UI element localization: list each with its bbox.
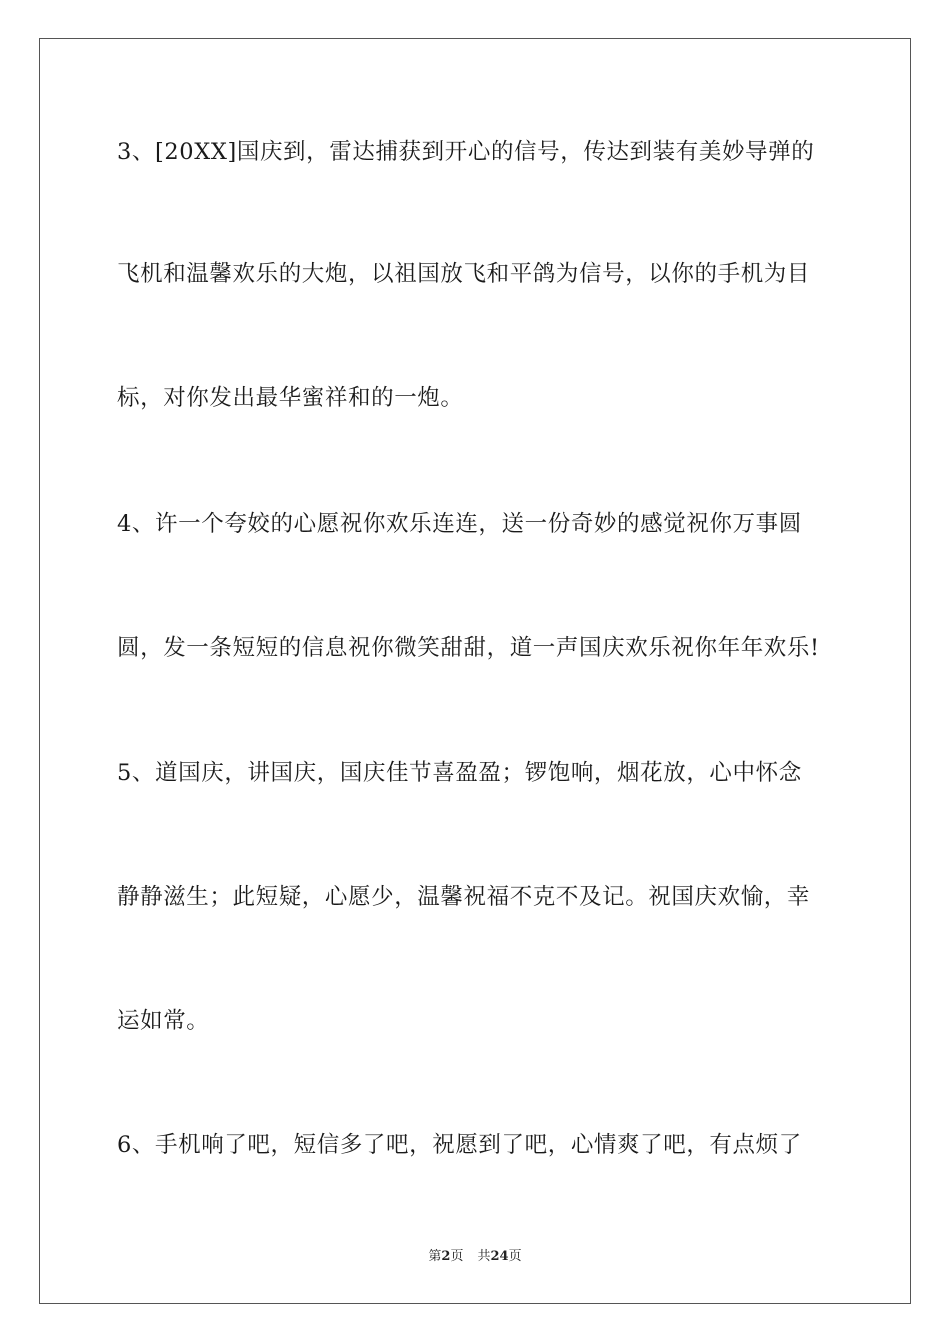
text-line: 6、手机响了吧，短信多了吧，祝愿到了吧，心情爽了吧，有点烦了 <box>117 1132 802 1158</box>
text-line: 3、[20XX]国庆到，雷达捕获到开心的信号，传达到装有美妙导弹的 <box>117 139 815 165</box>
text-line: 圆，发一条短短的信息祝你微笑甜甜，道一声国庆欢乐祝你年年欢乐! <box>117 635 820 661</box>
text-line: 5、道国庆，讲国庆，国庆佳节喜盈盈；锣饱响，烟花放，心中怀念 <box>117 760 802 786</box>
text-line: 标，对你发出最华蜜祥和的一炮。 <box>117 385 464 411</box>
text-line: 运如常。 <box>117 1008 210 1034</box>
page-footer <box>0 1248 950 1266</box>
page-border <box>39 38 911 1304</box>
footer-page-total: 24 <box>490 1249 509 1264</box>
text-line: 飞机和温馨欢乐的大炮，以祖国放飞和平鸽为信号，以你的手机为目 <box>117 261 811 287</box>
footer-total-prefix: 共 <box>477 1249 491 1264</box>
footer-total-unit: 页 <box>508 1249 522 1264</box>
text-line: 4、许一个夸姣的心愿祝你欢乐连连，送一份奇妙的感觉祝你万事圆 <box>117 511 802 537</box>
text-line: 静静滋生；此短疑，心愿少，温馨祝福不克不及记。祝国庆欢愉，幸 <box>117 884 811 910</box>
footer-page-current: 2 <box>441 1249 451 1264</box>
footer-page-unit: 页 <box>450 1249 464 1264</box>
footer-page-prefix: 第 <box>428 1249 442 1264</box>
